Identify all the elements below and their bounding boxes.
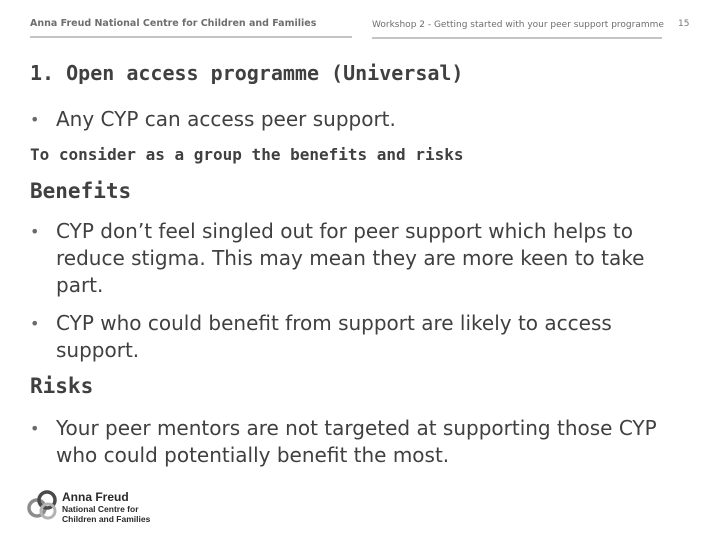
header-organisation: Anna Freud National Centre for Children and Families bbox=[30, 18, 352, 38]
bullet-icon: • bbox=[30, 419, 40, 438]
risk-item-text: Your peer mentors are not targeted at supporting those CYP who could potentially benefit the most. bbox=[56, 416, 657, 467]
benefit-item bbox=[30, 310, 696, 364]
header-workshop-title: Workshop 2 - Getting started with your peer support programme bbox=[372, 20, 662, 39]
benefit-item-text: CYP who could benefit from support are likely to access support. bbox=[56, 311, 612, 362]
benefits-heading: Benefits bbox=[30, 179, 132, 203]
slide-title: 1. Open access programme (Universal) bbox=[30, 61, 464, 85]
page-number: 15 bbox=[678, 19, 690, 29]
risk-item bbox=[30, 415, 666, 469]
consider-instruction: To consider as a group the benefits and risks bbox=[30, 145, 464, 164]
bullet-icon: • bbox=[30, 314, 40, 333]
anna-freud-logo bbox=[26, 488, 226, 528]
bullet-icon: • bbox=[30, 110, 40, 129]
benefit-item-text: CYP don’t feel singled out for peer support which helps to reduce stigma. This may mean they are more keen to take part. bbox=[56, 219, 645, 297]
logo-line-1: Anna Freud bbox=[62, 490, 129, 504]
bullet-icon: • bbox=[30, 222, 40, 241]
intro-bullet bbox=[30, 106, 696, 133]
risks-heading: Risks bbox=[30, 374, 94, 398]
logo-wordmark bbox=[62, 490, 150, 524]
anna-freud-logo-mark-icon bbox=[26, 488, 60, 522]
logo-line-3: Children and Families bbox=[62, 514, 151, 524]
logo-line-2: National Centre for bbox=[62, 504, 139, 514]
benefit-item bbox=[30, 218, 696, 299]
intro-bullet-text: Any CYP can access peer support. bbox=[56, 107, 396, 131]
